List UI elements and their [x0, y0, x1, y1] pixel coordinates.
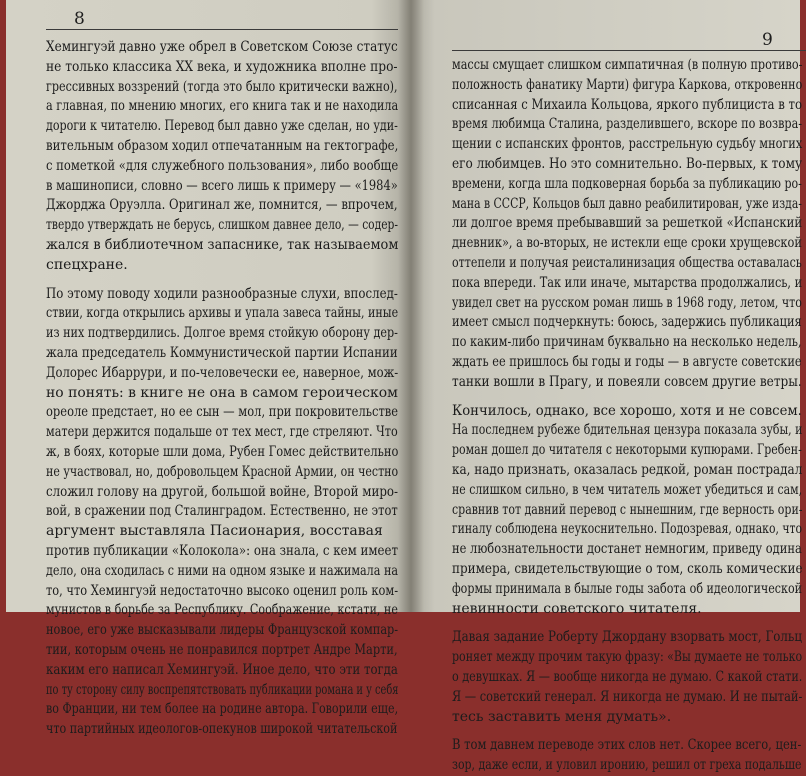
- text-line: во Франции, ни тем более на родине автора. Говорили еще,: [46, 701, 399, 718]
- text-line: зор, даже если, и уловил иронию, решил от греха подальше: [452, 757, 802, 774]
- text-line: списанная с Михаила Кольцова, яркого публициста в то: [452, 96, 803, 113]
- page-number-right: 9: [762, 30, 773, 50]
- text-line: массы смущает слишком симпатичная (в полную противо-: [452, 57, 803, 73]
- text-line: Хемингуэй давно уже обрел в Советском Союзе статус: [46, 39, 398, 55]
- text-line: аргумент выставляла Пасионария, восставая: [46, 523, 383, 540]
- left-page-text: [46, 38, 398, 740]
- text-line: ствии, когда открылись архивы и упала завеса тайны, иные: [46, 305, 399, 322]
- text-line: время любимца Сталина, разделившего, вскоре по возвра-: [452, 116, 803, 133]
- page-number-left: 8: [74, 9, 85, 29]
- text-line: спецхране.: [46, 256, 128, 273]
- text-line: не слишком сильно, в чем читатель может убедиться и сам,: [452, 481, 803, 498]
- text-line: мана в СССР, Кольцов был давно реабилитирован, уже изда-: [452, 195, 802, 212]
- text-line: роняет между прочим такую фразу: «Вы думаете не только: [452, 649, 803, 666]
- header-rule-right: [452, 50, 806, 51]
- text-line: Давая задание Роберту Джордану взорвать мост, Гольц: [452, 629, 802, 646]
- text-line: гиналу соблюдена неукоснительно. Подозревая, однако, что: [452, 521, 803, 538]
- text-line: что партийных идеологов-опекунов широкой читательской: [46, 721, 398, 738]
- text-line: в машинописи, словно — всего лишь к примеру — «1984»: [46, 177, 398, 194]
- text-line: вительным образом ходил отпечатанным на гектографе,: [46, 137, 399, 154]
- paragraph-break: [46, 276, 398, 285]
- paragraph-break: [452, 619, 802, 628]
- text-line: имеет смысл подчеркнуть: боюсь, задержись публикация: [452, 314, 802, 331]
- text-line: о девушках. Я — вообще никогда не думаю. С какой стати.: [452, 668, 803, 685]
- text-line: матери держится подальше от тех мест, где стреляют. Что: [46, 424, 398, 441]
- text-line: Кончилось, однако, все хорошо, хотя и не совсем.: [452, 402, 802, 419]
- header-rule-left: [46, 29, 398, 30]
- right-page: [426, 0, 806, 774]
- text-line: но понять: в книге не она в самом героическом: [46, 384, 398, 401]
- text-line: сложил голову на другой, большой войне, Второй миро-: [46, 483, 398, 500]
- text-line: пока впереди. Так или иначе, мытарства продолжались, и: [452, 274, 803, 291]
- text-line: не любознательности достанет немногим, приведу одина: [452, 541, 802, 558]
- text-line: а главная, по мнению многих, его книга так и не находила: [46, 98, 399, 115]
- text-line: по каким-либо причинам буквально на несколько недель,: [452, 334, 802, 351]
- text-line: мунистов в борьбе за Республику. Соображение, кстати, не: [46, 602, 398, 619]
- left-page: [12, 0, 404, 738]
- text-line: ореоле предстает, но ее сын — мол, при покровительстве: [46, 404, 399, 421]
- text-line: вой, в сражении под Сталинградом. Естественно, не этот: [46, 503, 398, 520]
- paragraph-break: [452, 393, 802, 402]
- text-line: ли долгое время пребывавший за решеткой «Испанский: [452, 215, 803, 232]
- paragraph-break: [452, 727, 802, 736]
- text-line: не только классика XX века, и художника вполне про-: [46, 58, 398, 75]
- text-line: жался в библиотечном запаснике, так называемом: [46, 236, 399, 253]
- text-line: формы принимала в былые годы забота об идеологической: [452, 580, 803, 597]
- text-line: щении с испанских фронтов, расстрельную судьбу многих: [452, 136, 803, 153]
- text-line: то, что Хемингуэй недостаточно высоко оценил роль ком-: [46, 582, 399, 599]
- text-line: дневник», а во-вторых, не истекли еще сроки хрущевской: [452, 235, 802, 252]
- text-line: Джорджа Оруэлла. Оригинал же, помнится, — впрочем,: [46, 197, 398, 214]
- text-line: роман дошел до читателя с некоторыми купюрами. Гребен-: [452, 442, 802, 459]
- text-line: жала председатель Коммунистической партии Испании: [46, 344, 398, 361]
- text-line: его любимцев. Но это сомнительно. Во-первых, к тому: [452, 155, 803, 172]
- text-line: новое, его уже высказывали лидеры Французской компар-: [46, 622, 399, 639]
- text-line: против публикации «Колокола»: она знала, с кем имеет: [46, 542, 399, 559]
- text-line: ка, надо признать, оказалась редкой, роман пострадал: [452, 461, 803, 478]
- text-line: примера, свидетельствующие о том, сколь комические: [452, 560, 803, 577]
- text-line: невинности советского читателя.: [452, 600, 702, 617]
- text-line: времени, когда шла подковерная борьба за публикацию ро-: [452, 175, 802, 192]
- text-line: дело, она сходилась с ними на одном языке и нажимала на: [46, 562, 399, 579]
- text-line: положность фанатику Марти) фигура Каркова, откровенно: [452, 76, 803, 93]
- right-page-text: [452, 56, 802, 776]
- text-line: по ту сторону силу воспрепятствовать публикации романа и у себя: [46, 681, 399, 698]
- text-line: увидел свет на русском роман лишь в 1968 году, летом, что: [452, 294, 802, 311]
- text-line: не участвовал, но, добровольцем Красной Армии, он честно: [46, 463, 399, 480]
- text-line: грессивных воззрений (тогда это было критически важно),: [46, 78, 398, 95]
- book-spread: [6, 0, 803, 774]
- text-line: ждать ее пришлось бы годы и годы — в августе советские: [452, 353, 802, 370]
- text-line: с пометкой «для служебного пользования», либо вообще: [46, 157, 399, 174]
- text-line: каким его написал Хемингуэй. Иное дело, что эти тогда: [46, 661, 398, 678]
- text-line: оттепели и получая реисталинизация общества оставалась: [452, 254, 802, 271]
- text-line: твердо утверждать не берусь, слишком давнее дело, — содер-: [46, 217, 399, 234]
- text-line: тесь заставить меня думать».: [452, 708, 672, 725]
- text-line: из них подтвердились. Долгое время стойкую оборону дер-: [46, 325, 398, 342]
- text-line: На последнем рубеже бдительная цензура показала зубы, и: [452, 422, 803, 439]
- text-line: По этому поводу ходили разнообразные слухи, впослед-: [46, 285, 398, 302]
- text-line: тии, которым очень не понравился портрет Андре Марти,: [46, 641, 398, 658]
- text-line: танки вошли в Прагу, и повеяли совсем другие ветры.: [452, 373, 802, 390]
- text-line: дороги к читателю. Перевод был давно уже сделан, но уди-: [46, 118, 398, 135]
- text-line: Долорес Ибаррури, и по-человечески ее, наверное, мож-: [46, 364, 399, 381]
- text-line: ж, в боях, которые шли дома, Рубен Гомес действительно: [46, 443, 399, 460]
- text-line: Я — советский генерал. Я никогда не думаю. И не пытай-: [452, 688, 803, 705]
- text-line: В том давнем переводе этих слов нет. Скорее всего, цен-: [452, 737, 802, 754]
- text-line: сравнив тот давний перевод с нынешним, где верность ори-: [452, 501, 803, 518]
